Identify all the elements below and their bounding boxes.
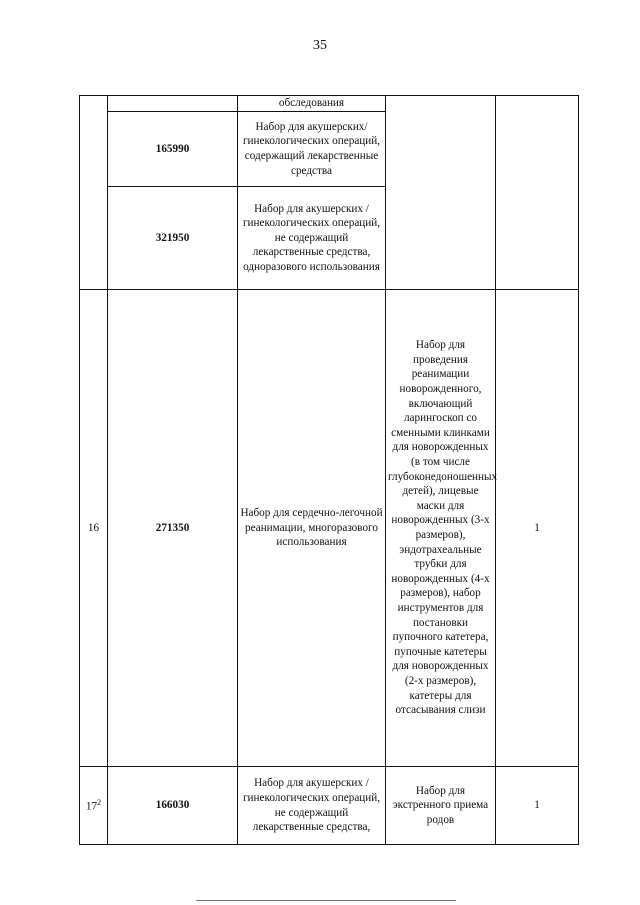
number-cell-empty <box>80 96 108 290</box>
code-cell: 166030 <box>108 767 238 845</box>
number-cell: 16 <box>80 290 108 767</box>
number-value: 17 <box>85 801 98 814</box>
page-number: 35 <box>313 38 327 53</box>
code-cell-empty <box>108 96 238 112</box>
footer-rule <box>196 900 456 901</box>
description-cell: Набор для экстренного приема родов <box>386 767 496 845</box>
number-cell <box>80 767 108 845</box>
name-cell: обследования <box>238 96 386 112</box>
quantity-cell: 1 <box>496 290 579 767</box>
table-row <box>80 290 579 767</box>
code-cell: 271350 <box>108 290 238 767</box>
equipment-table <box>79 95 579 845</box>
quantity-cell: 1 <box>496 767 579 845</box>
code-cell: 165990 <box>108 112 238 187</box>
name-cell: Набор для акушерских/гинекологических операций, содержащий лекарственные средства <box>238 112 386 187</box>
name-cell: Набор для акушерских /гинекологических операций, не содержащий лекарственные средства, <box>238 767 386 845</box>
table-row <box>80 96 579 112</box>
description-cell: Набор для проведения реанимации новорожденного, включающий ларингоскоп со сменными клинками для новорожденных (в том числе глубоконедоношенных детей), лицевые маски для новорожденных (3-х размеров), эндотрахеальные трубки для новорожденных (4-х размеров), набор инструментов для постановки пупочного катетера, пупочные катетеры для новорожденных (2-х размеров), катетеры для отсасывания слизи <box>386 290 496 767</box>
name-cell: Набор для акушерских /гинекологических операций, не содержащий лекарственные средства, одноразового использования <box>238 187 386 290</box>
table-row <box>80 767 579 845</box>
footnote-mark: 2 <box>97 798 102 808</box>
code-cell: 321950 <box>108 187 238 290</box>
name-cell: Набор для сердечно-легочной реанимации, многоразового использования <box>238 290 386 767</box>
quantity-cell-empty <box>496 96 579 290</box>
description-cell-empty <box>386 96 496 290</box>
